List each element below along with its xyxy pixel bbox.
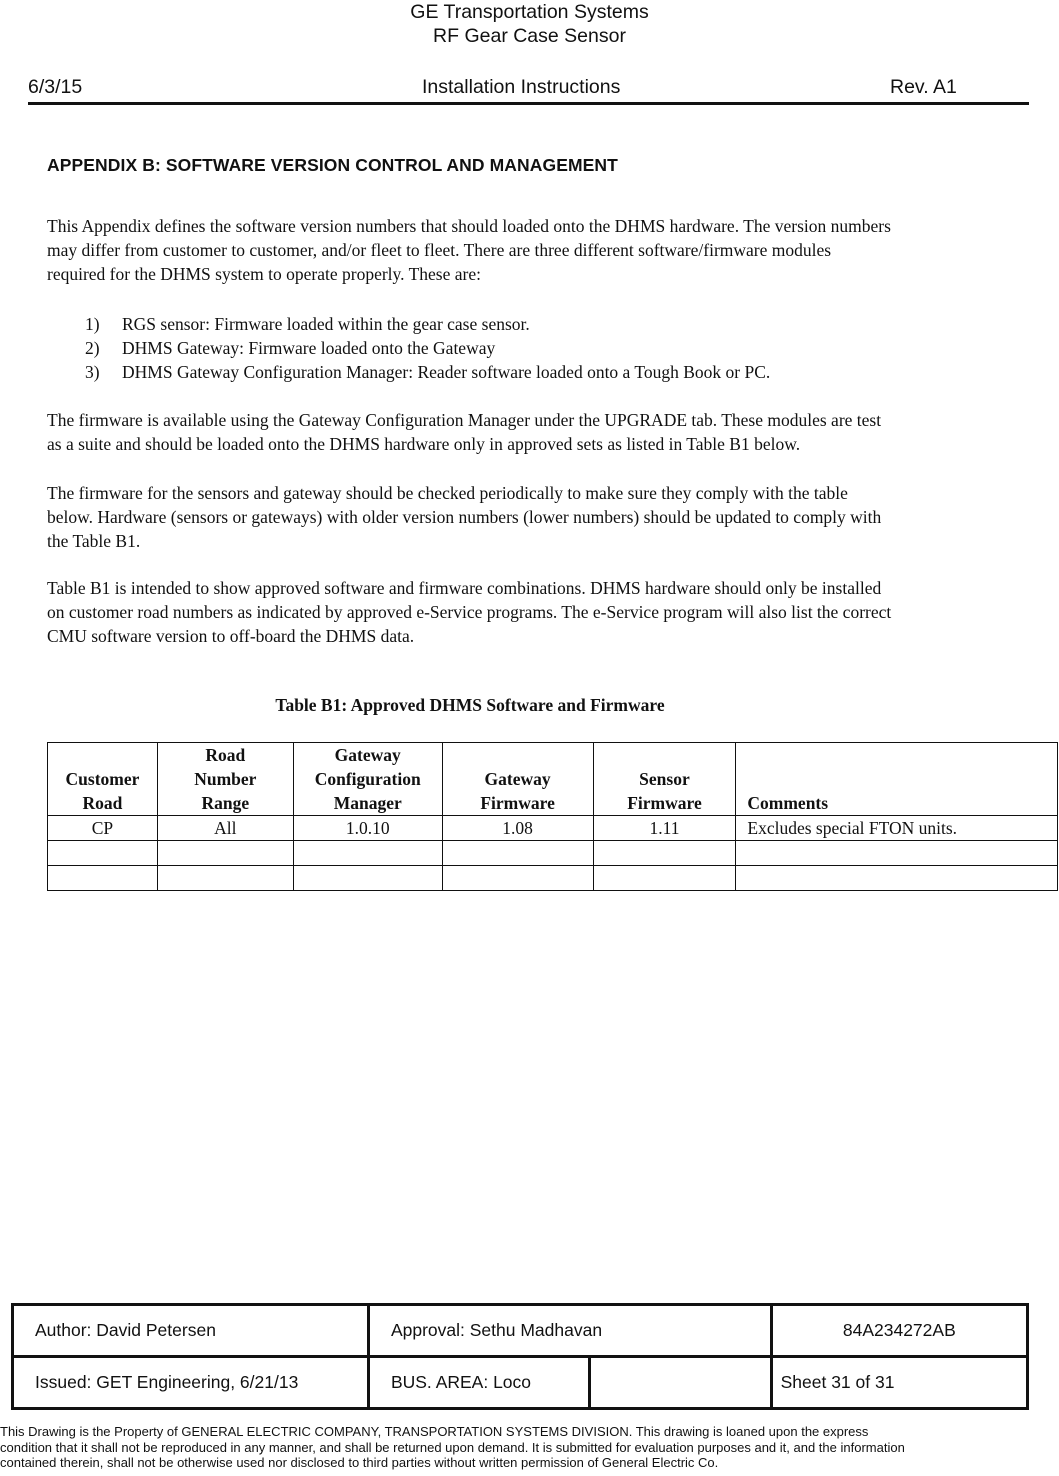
notice-line: This Drawing is the Property of GENERAL ELECTRIC COMPANY, TRANSPORTATION SYSTEMS DIVISION. This drawing is loaned upon the express [0,1424,869,1439]
software-firmware-table [47,742,1058,891]
list-number: 1) [85,314,100,334]
header-gateway-config-manager: Gateway Configuration Manager [293,743,442,816]
table-intent-paragraph [47,576,1059,648]
list-text: RGS sensor: Firmware loaded within the gear case sensor. [122,314,530,334]
list-number: 2) [85,338,100,358]
paragraph-line: The firmware is available using the Gateway Configuration Manager under the UPGRADE tab. These modules are test [47,410,882,430]
firmware-availability-paragraph [47,408,1059,456]
title-block [11,1303,1029,1410]
list-item [47,312,1059,336]
table-row [48,841,1058,866]
product-name: RF Gear Case Sensor [433,25,626,47]
cell-gateway-config-manager: 1.0.10 [293,816,442,841]
cell-gateway-firmware [442,866,593,891]
cell-sensor-firmware [593,841,736,866]
header-comments: Comments [736,743,1058,816]
cell-sensor-firmware [593,866,736,891]
cell-road-number-range: All [157,816,293,841]
cell-gateway-firmware: 1.08 [442,816,593,841]
list-number: 3) [85,362,100,382]
company-name: GE Transportation Systems [410,1,649,23]
module-list [47,312,1059,384]
paragraph-line: the Table B1. [47,531,141,551]
header-sensor-firmware: Sensor Firmware [593,743,736,816]
empty-field [590,1357,771,1409]
cell-gateway-config-manager [293,841,442,866]
list-text: DHMS Gateway: Firmware loaded onto the Gateway [122,338,496,358]
cell-comments: Excludes special FTON units. [736,816,1058,841]
header-bar [28,76,1029,105]
table-caption: Table B1: Approved DHMS Software and Firmware [275,695,665,715]
paragraph-line: on customer road numbers as indicated by approved e-Service programs. The e-Service program will also list the correct [47,602,892,622]
table-row [48,816,1058,841]
drawing-number: 84A234272AB [771,1305,1027,1357]
intro-line: This Appendix defines the software version numbers that should loaded onto the DHMS hardware. The version numbers [47,216,891,236]
appendix-title: APPENDIX B: SOFTWARE VERSION CONTROL AND MANAGEMENT [47,155,618,175]
firmware-check-paragraph [47,481,1059,553]
intro-line: may differ from customer to customer, and/or fleet to fleet. There are three different software/firmware modules [47,240,832,260]
author-field: Author: David Petersen [13,1305,369,1357]
cell-customer-road: CP [48,816,158,841]
header-date: 6/3/15 [28,76,83,98]
cell-sensor-firmware: 1.11 [593,816,736,841]
paragraph-line: The firmware for the sensors and gateway should be checked periodically to make sure they comply with the table [47,483,848,503]
cell-road-number-range [157,841,293,866]
proprietary-notice [0,1424,1059,1471]
sheet-field: Sheet 31 of 31 [771,1357,1027,1409]
header-road-number-range: Road Number Range [157,743,293,816]
cell-gateway-firmware [442,841,593,866]
header-gateway-firmware: Gateway Firmware [442,743,593,816]
paragraph-line: CMU software version to off-board the DHMS data. [47,626,415,646]
intro-paragraph [47,214,1059,286]
approval-field: Approval: Sethu Madhavan [368,1305,771,1357]
cell-comments [736,866,1058,891]
paragraph-line: below. Hardware (sensors or gateways) with older version numbers (lower numbers) should be updated to comply with [47,507,882,527]
header-doc-type: Installation Instructions [422,76,621,98]
cell-comments [736,841,1058,866]
title-block-row [13,1357,1028,1409]
list-text: DHMS Gateway Configuration Manager: Reader software loaded onto a Tough Book or PC. [122,362,771,382]
list-item [47,360,1059,384]
intro-line: required for the DHMS system to operate properly. These are: [47,264,481,284]
table-row [48,866,1058,891]
issued-field: Issued: GET Engineering, 6/21/13 [13,1357,369,1409]
cell-gateway-config-manager [293,866,442,891]
notice-line: condition that it shall not be reproduced in any manner, and shall be returned upon demand. It is submitted for evaluation purposes and it, and the information [0,1439,905,1455]
notice-line: contained therein, shall not be otherwise used nor disclosed to third parties without written permission of General Electric Co. [0,1455,719,1470]
cell-customer-road [48,866,158,891]
bus-area-field: BUS. AREA: Loco [368,1357,589,1409]
table-header-row [48,743,1058,816]
paragraph-line: Table B1 is intended to show approved software and firmware combinations. DHMS hardware should only be installed [47,578,882,598]
header-customer-road: Customer Road [48,743,158,816]
header-revision: Rev. A1 [890,76,957,98]
cell-customer-road [48,841,158,866]
list-item [47,336,1059,360]
title-block-row [13,1305,1028,1357]
paragraph-line: as a suite and should be loaded onto the DHMS hardware only in approved sets as listed in Table B1 below. [47,434,801,454]
cell-road-number-range [157,866,293,891]
